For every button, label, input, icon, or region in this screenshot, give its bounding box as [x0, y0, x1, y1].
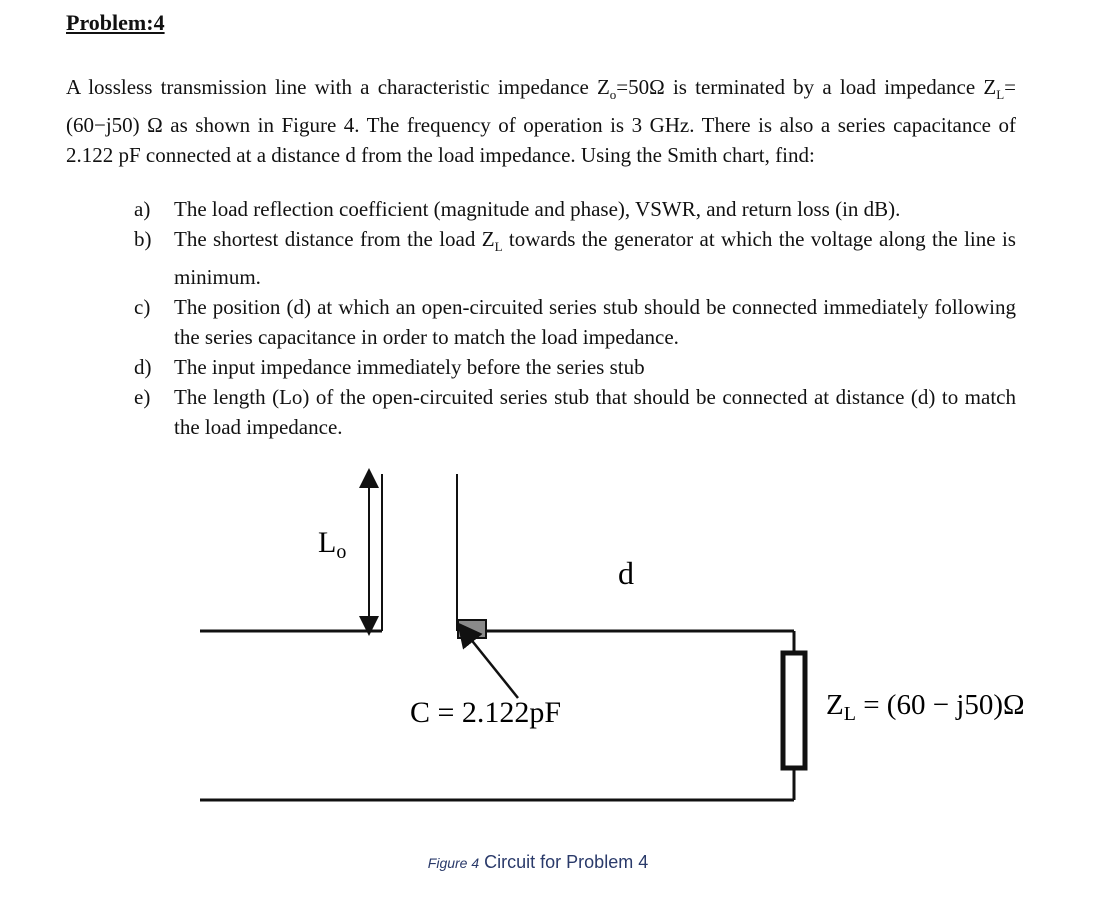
problem-title: Problem:4: [66, 10, 165, 35]
capacitor-pointer: [465, 632, 518, 698]
question-a: a) The load reflection coefficient (magnitude and phase), VSWR, and return loss (in dB).: [134, 197, 901, 221]
question-c: c) The position (d) at which an open-circuited series stub should be connected immediately following the series capacitance in order to match the load impedance.: [134, 295, 1016, 350]
load-resistor: [783, 653, 805, 768]
distance-label: d: [618, 555, 634, 591]
problem-statement: A lossless transmission line with a characteristic impedance $Z_o=50\Omega$ is terminated by a load impedance $Z_L=(60-j50)$ Ω as shown in Figure 4. The frequency of operation is 3 GHz. There is also a series capacitance of 2.122 pF connected at a distance d from the load impedance. Using the Smith chart, find:: [66, 75, 1016, 168]
capacitor-box: [458, 620, 486, 638]
question-d: d) The input impedance immediately before the series stub: [134, 355, 645, 380]
capacitor-label: C = 2.122pF: [410, 696, 562, 729]
question-e: e) The length (Lo) of the open-circuited series stub that should be connected at distance (d) to match the load impedance.: [134, 385, 1016, 440]
stub-length-label: $L_o$: [318, 526, 347, 563]
load-impedance-label: $Z_L = (60 - j50)\Omega$: [826, 689, 1025, 725]
figure-caption: Figure 4 Circuit for Problem 4: [427, 852, 649, 872]
question-b: b) The shortest distance from the load $Z_L$ towards the generator at which the voltage along the line is minimum.: [134, 227, 1016, 290]
